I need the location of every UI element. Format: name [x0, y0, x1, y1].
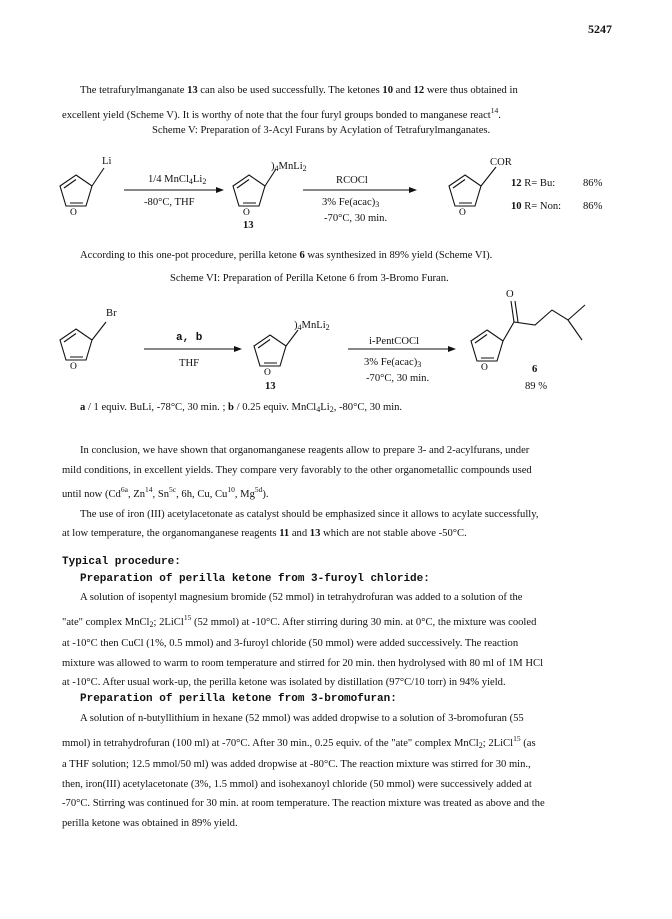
compound-6-yield: 89 %: [525, 381, 548, 392]
scheme-vi-condition-2: -70°C, 30 min.: [366, 373, 430, 384]
intro-paragraph: The tetrafurylmanganate 13 can also be used successfully. The ketones 10 and 12 were thus obtained in excellent yield (Scheme V). It is worthy of note that the four furyl groups bonded to manganese react$^{14}$.: [62, 85, 518, 121]
scheme-vi-condition-1: THF: [179, 358, 200, 369]
scheme-vi-reagent-2: i-PentCOCl: [369, 336, 420, 347]
scheme-v-condition-2: -70°C, 30 min.: [324, 213, 388, 224]
furan-oxygen-label-5: O: [264, 368, 271, 378]
product-12-yield: 86%: [583, 178, 603, 189]
scheme-vi-catalyst: 3% $Fe(acac)_3$: [364, 357, 422, 369]
cor-group-label: COR: [490, 157, 512, 168]
bromine-label: Br: [106, 308, 117, 319]
scheme-vi-reagent-1: a, b: [176, 332, 203, 344]
typical-procedure-heading: Typical procedure:: [62, 556, 181, 568]
compound-13-label-vi: 13: [265, 381, 276, 392]
scheme-v-reagent-1: 1/4 $MnCl_4Li_2$: [148, 174, 207, 186]
product-12-line: 12 R= Bu:: [511, 178, 556, 189]
product-10-yield: 86%: [583, 201, 603, 212]
furan-oxygen-label-2: O: [243, 208, 250, 218]
mid-paragraph: According to this one-pot procedure, perilla ketone 6 was synthesized in 89% yield (Scheme VI).: [80, 250, 493, 261]
product-10-line: 10 R= Non:: [511, 201, 562, 212]
compound-6-label: 6: [532, 364, 538, 375]
conclusion-paragraph: In conclusion, we have shown that organomanganese reagents allow to prepare 3- and 2-acylfurans, under mild conditions, in excellent yields. They compare very favorably to the other organometallic compounds used until now ($Cd^{6a}$, Zn$^{14}$, $Sn^{5c}$, 6h, Cu, Cu$^{10}$, $Mg^{5d}$). The use of iron (III) acetylacetonate as catalyst should be emphasized since it allows to acylate successfully, at low temperature, the organomanganese reagents 11 and 13 which are not stable above -50°C.: [62, 445, 539, 539]
scheme-v-title: Scheme V: Preparation of 3-Acyl Furans by Acylation of Tetrafurylmanganates.: [152, 125, 491, 136]
scheme-v-condition-1: -80°C, THF: [144, 197, 195, 208]
procedure-subheading-2: Preparation of perilla ketone from 3-bromofuran:: [80, 693, 397, 705]
scheme-v-reagent-2: RCOCl: [336, 175, 368, 186]
lithium-label: Li: [102, 156, 112, 167]
furan-oxygen-label-1: O: [70, 208, 77, 218]
procedure-paragraph-1: A solution of isopentyl magnesium bromide (52 mmol) in tetrahydrofuran was added to a solution of the "ate" complex MnCl$_2$; 2LiCl$^{15}$ (52 mmol) at -10°C. After stirring during 30 min. at 0°C, the mixture was cooled at -10°C then CuCl (1%, 0.5 mmol) and 3-furoyl chloride (50 mmol) were added successively. The reaction mixture was allowed to warm to room temperature and stirred for 20 min. then hydrolysed with 80 ml of 1M HCl at -10°C. After usual work-up, the perilla ketone was isolated by distillation (97°C/10 torr) in 94% yield.: [62, 592, 544, 688]
scheme-vi-title: Scheme VI: Preparation of Perilla Ketone 6 from 3-Bromo Furan.: [170, 273, 449, 284]
procedure-paragraph-2: A solution of n-butyllithium in hexane (52 mmol) was added dropwise to a solution of 3-bromofuran (55 mmol) in tetrahydrofuran (100 ml) at -70°C. After 30 min., 0.25 equiv. of the "ate" complex MnCl$_2$; 2LiCl$^{15}$ (as a THF solution; 12.5 mmol/50 ml) was added dropwise at -80°C. The reaction mixture was stirred for 30 min., then, iron(III) acetylacetonate (3%, 1.5 mmol) and isohexanoyl chloride (50 mmol) were successively added at -70°C. Stirring was continued for 30 min. at room temperature. The reaction mixture was treated as above and the perilla ketone was obtained in 89% yield.: [62, 713, 545, 829]
scheme-v-ate-complex: )$_4MnLi_2$: [271, 161, 307, 173]
scheme-v-catalyst: 3% $Fe(acac)_3$: [322, 197, 380, 209]
furan-oxygen-label-6: O: [481, 363, 488, 373]
ketone-oxygen-label: O: [506, 289, 514, 300]
scheme-vi-footnote: a / 1 equiv. BuLi, -78°C, 30 min. ; b / 0.25 equiv. $MnCl_4Li_2$, -80°C, 30 min.: [80, 402, 403, 414]
scheme-vi-ate-complex: )$_4MnLi_2$: [294, 320, 330, 332]
compound-13-label: 13: [243, 220, 254, 231]
page-number: 5247: [588, 22, 612, 36]
procedure-subheading-1: Preparation of perilla ketone from 3-furoyl chloride:: [80, 573, 430, 585]
furan-oxygen-label-4: O: [70, 362, 77, 372]
furan-oxygen-label-3: O: [459, 208, 466, 218]
